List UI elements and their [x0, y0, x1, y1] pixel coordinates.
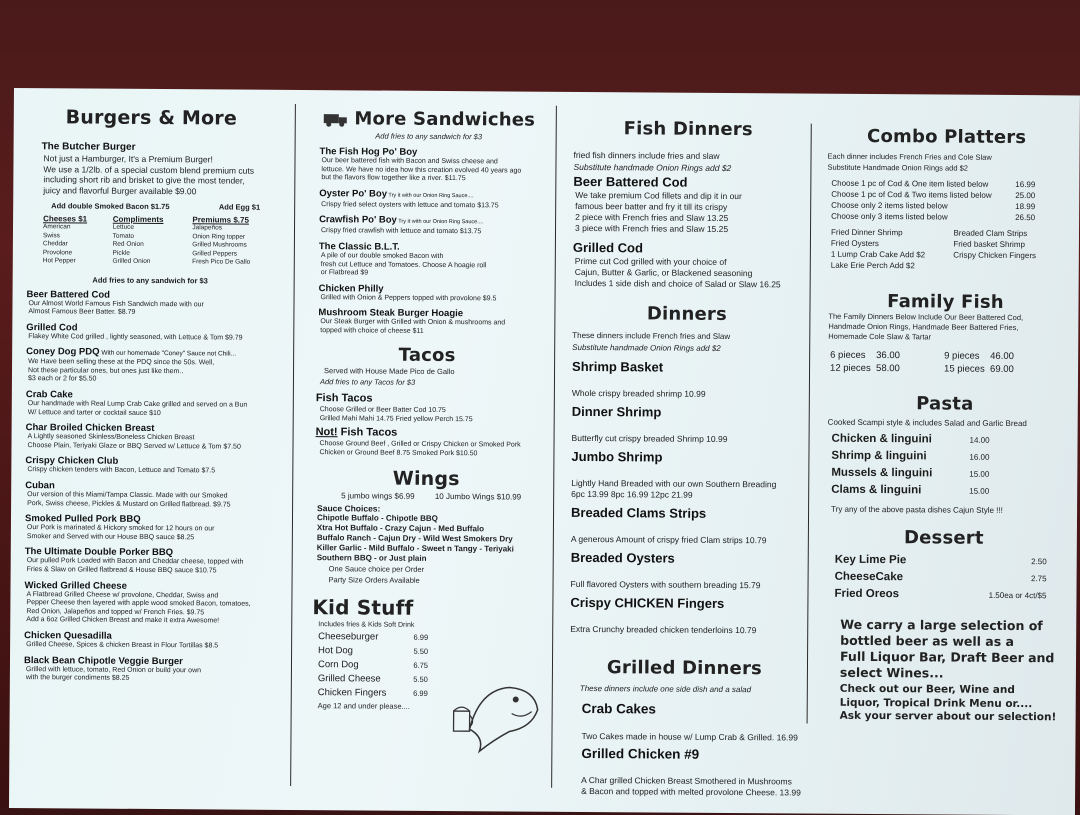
burger-item-desc: Pepper Cheese then layered with apple wood smoked Bacon, tomatoes, [26, 599, 251, 608]
dinner-item-desc: Lightly Hand Breaded with our own Southern Breading [571, 477, 777, 490]
family-desc [828, 312, 1070, 344]
cheese-list [43, 223, 113, 266]
sandwich-item-desc: topped with choice of cheese $11 [320, 327, 424, 335]
kids-item [318, 686, 428, 701]
kids-item-name: Cheeseburger [318, 630, 379, 643]
butcher-desc-line: juicy and flavorful Burger available $9.00 [43, 184, 197, 196]
combo-line-price: 25.00 [1015, 190, 1036, 201]
burger-item-desc: W/ Lettuce and tarter or cocktail sauce $10 [27, 408, 161, 417]
butcher-desc-line: Not just a Hamburger, It's a Premium Burger! [43, 153, 213, 165]
dinner-item-desc: Extra Crunchy breaded chicken tenderloins 10.79 [570, 623, 757, 636]
grilled-cod-desc-line: Cajun, Butter & Garlic, or Blackened seasoning [574, 266, 753, 279]
wings-heading: Wings [392, 467, 460, 490]
dessert-item [835, 569, 1047, 587]
pasta-item [831, 482, 989, 500]
burger-item-title: Char Broiled Chicken Breast [25, 422, 155, 435]
kids-item-name: Grilled Cheese [317, 672, 381, 685]
sandwiches-heading: More Sandwiches [354, 108, 536, 131]
family-pieces: 12 pieces [830, 362, 871, 374]
compliment-option: Lettuce [112, 223, 135, 231]
cheese-option: Swiss [42, 231, 60, 239]
grilled-item-name: Crab Cakes [581, 700, 657, 717]
sauce-option: Southern BBQ - or Just plain [316, 552, 427, 563]
dinner-item-name: Jumbo Shrimp [571, 448, 663, 465]
cheese-option: Cheddar [42, 240, 68, 248]
dinner-item-name: Breaded Oysters [570, 549, 675, 566]
fish-cod-desc [575, 190, 810, 236]
combo-right-item: Breaded Clam Strips [953, 228, 1028, 239]
burger-item-desc: Flakey White Cod grilled , lightly seasoned, with Lettuce & Tom $9.79 [28, 332, 243, 342]
dinners-heading: Dinners [646, 303, 727, 325]
combo-sub1: Each dinner includes French Fries and Cole Slaw [827, 151, 992, 162]
dessert-item-price: 2.75 [1030, 574, 1047, 584]
dinner-item-desc: Butterfly cut crispy breaded Shrimp 10.99 [571, 432, 728, 444]
sauce-option: Xtra Hot Buffalo - Crazy Cajun - Med Buffalo [316, 522, 485, 533]
burger-item-title: Wicked Grilled Cheese [24, 579, 127, 592]
burger-item-desc: with the burger condiments $8.25 [25, 674, 130, 682]
sandwich-item-title: The Classic B.L.T. [318, 241, 400, 253]
compliments-list [112, 224, 192, 267]
dessert-items [834, 552, 1046, 604]
combo-line-price: 26.50 [1015, 212, 1036, 223]
sandwiches-sub: Add fries to any sandwich for $3 [375, 131, 483, 142]
sandwich-item-desc: Grilled with Onion & Peppers topped with provolone $9.5 [320, 293, 497, 303]
sandwich-item-title: Chicken Philly [318, 282, 384, 295]
dinner-item-name: Crispy CHICKEN Fingers [570, 594, 725, 611]
pasta-item [832, 431, 990, 449]
grilled-cod-desc-line: Prime cut Cod grilled with your choice of [574, 255, 727, 267]
promo-line: Full Liquor Bar, Draft Beer and [840, 648, 1055, 666]
burger-item-desc: Our Almost World Famous Fish Sandwich made with our [28, 299, 204, 308]
notfish-tacos-desc-line: Choose Ground Beef , Grilled or Crispy Chicken or Smoked Pork [319, 439, 521, 449]
cheese-option: American [43, 223, 71, 231]
sauce-option: Killer Garlic - Mild Buffalo - Sweet n Tangy - Teriyaki [316, 542, 514, 554]
promo-line: We carry a large selection of [840, 616, 1043, 634]
promo-text-2 [840, 683, 1068, 725]
fish-cod-title: Beer Battered Cod [573, 173, 688, 190]
grilled-cod-title: Grilled Cod [572, 239, 644, 256]
grilled-dinners-heading: Grilled Dinners [606, 657, 763, 680]
wings-price-10: 10 Jumbo Wings $10.99 [434, 491, 522, 502]
burger-item-desc: Add a 6oz Grilled Chicken Breast and make it extra Awesome! [26, 616, 220, 625]
combo-left-item: Fried Dinner Shrimp [830, 227, 903, 238]
burger-item-desc: A Lightly seasoned Skinless/Boneless Chicken Breast [27, 433, 195, 442]
burger-item-title: Crispy Chicken Club [25, 455, 119, 468]
sandwich-item-title: Oyster Po' Boy [319, 187, 388, 200]
compliment-option: Tomato [112, 232, 135, 240]
burger-item-suffix: With our homemade "Coney" Sauce not Chili... [99, 349, 237, 358]
family-price: 69.00 [990, 363, 1014, 375]
wings-note1: One Sauce choice per Order [328, 563, 425, 574]
cheeses-label: Cheeses $1 [43, 214, 88, 224]
pasta-heading: Pasta [916, 393, 974, 415]
add-fries-note: Add fries to any sandwich for $3 [92, 275, 208, 285]
fish-tacos-title: Fish Tacos [315, 391, 373, 405]
family-pieces: 15 pieces [944, 363, 985, 375]
pasta-items [831, 431, 989, 500]
family-heading: Family Fish [887, 291, 1004, 313]
grilled-cod-desc [575, 256, 810, 291]
dinner-item-desc: 6pc 13.99 8pc 16.99 12pc 21.99 [571, 488, 693, 500]
premium-option: Fresh Pico De Gallo [192, 258, 251, 266]
kids-item-name: Corn Dog [317, 658, 359, 670]
kids-item [318, 630, 428, 645]
dinner-item-desc: A generous Amount of crispy fried Clam strips 10.79 [570, 533, 767, 546]
sandwich-item-title: Crawfish Po' Boy [319, 214, 397, 227]
dinner-item-name: Shrimp Basket [572, 358, 664, 375]
premium-option: Onion Ring topper [192, 232, 246, 241]
combo-right-items [953, 228, 1071, 273]
dinners-sub1: These dinners include French fries and Slaw [572, 330, 731, 342]
tacos-sub2: Add fries to any Tacos for $3 [319, 376, 416, 387]
kids-heading: Kid Stuff [312, 594, 414, 620]
dessert-item-name: Key Lime Pie [834, 553, 907, 567]
burger-item-title: Beer Battered Cod [26, 288, 111, 301]
burger-item-desc: Red Onion, Jalapeños and topped w/ French Fries. $9.75 [26, 607, 205, 617]
combo-column [818, 94, 1072, 725]
sandwich-item-desc: Crispy fried crawfish with lettuce and tomato $13.75 [320, 227, 482, 236]
dessert-item [835, 552, 1047, 570]
promo-line-2: Liquor, Tropical Drink Menu or.... [839, 696, 1033, 710]
dessert-item-name: Fried Oreos [834, 587, 900, 601]
burger-item-desc: Crispy chicken tenders with Bacon, Lettuce and Tomato $7.5 [27, 466, 216, 475]
family-desc-line: The Family Dinners Below Include Our Beer Battered Cod, [828, 311, 1024, 323]
sandwich-item-desc: A pile of our double smoked Bacon with [320, 252, 444, 260]
sauce-option: Buffalo Ranch - Cajun Dry - Wild West Smokers Dry [316, 532, 513, 544]
burger-item-title: Smoked Pulled Pork BBQ [24, 513, 141, 526]
fish-cod-desc-line: 2 piece with French fries and Slaw 13.25 [575, 211, 729, 223]
burger-item-desc: Choose Plain, Teriyaki Glaze or BBQ Served w/ Lettuce & Tom $7.50 [27, 441, 241, 451]
dinners-sub2: Substitute handmade Onion Rings add $2 [572, 342, 721, 353]
sandwich-item-name [319, 188, 553, 203]
sandwich-item-desc: but the flavors flow together like a river. $11.75 [321, 174, 466, 183]
combo-line-text: Choose 1 pc of Cod & Two items listed below [831, 189, 992, 200]
sandwiches-column [300, 90, 554, 712]
sandwich-item-suffix: Try it with our Onion Ring Sauce.... [396, 219, 484, 226]
pasta-item-price: 15.00 [969, 486, 990, 496]
sandwich-item-suffix: Try it with our Onion Ring Sauce.... [386, 192, 474, 199]
premiums-label: Premiums $.75 [192, 215, 249, 225]
combo-line-price: 18.99 [1015, 201, 1036, 212]
burger-item-title: Chicken Quesadilla [24, 630, 112, 642]
family-desc-line: Handmade Onion Rings, Handmade Beer Battered Fries, [828, 321, 1019, 333]
dessert-item [834, 586, 1046, 604]
pasta-item [831, 448, 989, 466]
combo-left-item: Fried Oysters [830, 238, 879, 249]
butcher-title: The Butcher Burger [41, 141, 136, 153]
burger-item-title: Black Bean Chipotle Veggie Burger [23, 654, 183, 667]
pasta-item-name: Mussels & linguini [831, 466, 933, 480]
sauce-label: Sauce Choices: [317, 502, 381, 514]
burger-item-desc: $3 each or 2 for $5.50 [27, 375, 97, 384]
not-label: Not! [315, 425, 338, 438]
dinner-item-name: Breaded Clams Strips [570, 504, 707, 521]
grilled-items [581, 701, 807, 799]
compliments-label: Compliments [112, 214, 164, 225]
wings-price-5: 5 jumbo wings $6.99 [341, 490, 415, 501]
promo-text [840, 617, 1068, 683]
grilled-dinners-sub: These dinners include one side dish and a salad [579, 683, 752, 695]
combo-line-text: Choose 1 pc of Cod & One item listed below [831, 178, 989, 189]
sandwich-item-desc: lettuce. We have no idea how this creation evolved 40 years ago [321, 165, 522, 175]
kids-items [318, 630, 428, 701]
tacos-heading: Tacos [398, 344, 456, 366]
family-desc-line: Homemade Cole Slaw & Tartar [828, 331, 932, 342]
promo-line: select Wines... [839, 664, 944, 681]
sandwich-item-desc: Crispy fried select oysters with lettuce and tomato $13.75 [321, 200, 499, 210]
dinners-column [561, 92, 811, 799]
sauce-option: Chipotle Buffalo - Chipotle BBQ [316, 512, 438, 523]
add-egg: Add Egg $1 [218, 202, 261, 212]
truck-icon [322, 111, 348, 127]
dinner-items [570, 359, 809, 637]
dinner-item-desc: Full flavored Oysters with southern breading 15.79 [570, 578, 761, 591]
fish-tacos-desc-line: Choose Grilled or Beer Batter Cod 10.75 [319, 405, 446, 414]
kids-sub: Includes fries & Kids Soft Drink [318, 620, 415, 629]
sandwich-item-title: The Fish Hog Po' Boy [319, 146, 418, 158]
divider-1 [290, 104, 296, 786]
combo-line [831, 211, 1035, 223]
burger-item-desc: Our Pork is marinated & Hickory smoked for 12 hours on our [26, 524, 215, 533]
family-price-row [830, 362, 1044, 376]
combo-left-items [831, 227, 954, 272]
kids-item-name: Hot Dog [318, 644, 353, 656]
pasta-sub: Cooked Scampi style & includes Salad and Garlic Bread [827, 417, 1027, 429]
burgers-column [10, 88, 289, 685]
burger-item-desc: Fries & Slaw on Grilled flatbread & House BBQ sauce $10.75 [26, 566, 217, 575]
premium-option: Jalapeños [192, 224, 223, 232]
sandwich-item-desc: or Flatbread $9 [320, 269, 369, 277]
kids-item-price: 6.99 [413, 632, 429, 642]
sandwich-item-title: Mushroom Steak Burger Hoagie [318, 307, 464, 320]
fish-dinners-sub1: fried fish dinners include fries and slaw [573, 149, 720, 161]
kids-item [318, 672, 428, 687]
burgers-heading: Burgers & More [65, 106, 238, 130]
burger-item-desc: Grilled with lettuce, tomato, Red Onion or build your own [25, 665, 202, 674]
premium-option: Grilled Peppers [192, 249, 238, 258]
notfish-tacos-title: Fish Tacos [337, 425, 398, 439]
combo-sub2: Substitute Handmade Onion Rings add $2 [827, 162, 969, 173]
dessert-item-price: 1.50ea or 4ct/$5 [988, 590, 1047, 601]
combo-left-item: 1 Lump Crab Cake Add $2 [830, 249, 926, 260]
menu-sheet [9, 88, 1080, 815]
pasta-item-price: 16.00 [969, 452, 990, 462]
burger-item-desc: A Flatbread Grilled Cheese w/ provolone, Cheddar, Swiss and [26, 590, 219, 600]
grilled-item-name: Grilled Chicken #9 [581, 745, 700, 762]
kids-item-price: 6.75 [413, 660, 429, 670]
grilled-cod-desc-line: Includes 1 side dish and choice of Salad or Slaw 16.25 [574, 277, 781, 290]
family-pieces: 6 pieces [830, 349, 866, 361]
kids-item-name: Chicken Fingers [317, 686, 387, 699]
cheese-option: Hot Pepper [42, 257, 76, 265]
fish-cod-desc-line: famous beer batter and fry it till its crispy [575, 200, 728, 212]
grilled-item-desc: Two Cakes made in house w/ Lump Crab & Grilled. 16.99 [581, 730, 798, 742]
burger-item-title: The Ultimate Double Porker BBQ [24, 546, 174, 559]
notfish-tacos-desc-line: Chicken or Ground Beef 8.75 Smoked Pork $10.50 [319, 448, 478, 457]
compliment-option: Pickle [112, 249, 130, 257]
family-price: 36.00 [876, 350, 900, 362]
tacos-sub1: Served with House Made Pico de Gallo [324, 365, 455, 376]
family-prices [830, 349, 1044, 376]
dessert-item-name: CheeseCake [834, 570, 904, 584]
pasta-item-name: Shrimp & linguini [831, 449, 927, 463]
combo-line-price: 16.99 [1015, 179, 1036, 190]
burger-item-desc: Our pulled Pork Loaded with Bacon and Cheddar cheese, topped with [26, 557, 244, 567]
wings-note2: Party Size Orders Available [328, 574, 420, 585]
butcher-desc [43, 153, 288, 197]
kids-item-price: 6.99 [413, 688, 428, 698]
burger-item-desc: Our handmade with Real Lump Crab Cake grilled and served on a Bun [27, 400, 248, 409]
kids-item-price: 5.50 [413, 674, 428, 684]
fish-cod-desc-line: We take premium Cod fillets and dip it in our [575, 189, 742, 202]
burger-item-desc: Our version of this Miami/Tampa Classic. Made with our Smoked [27, 491, 228, 500]
combo-right-item: Fried basket Shrimp [953, 239, 1026, 250]
burger-item-title: Crab Cake [25, 389, 73, 401]
burger-item-desc: Grilled Cheese, Spices & chicken Breast in Flour Tortillas $8.5 [26, 641, 219, 650]
pasta-item [831, 465, 989, 483]
burger-items [24, 289, 288, 685]
burger-item-desc: Pork, Swiss cheese, Pickles & Mustard on Grilled flatbread. $9.75 [27, 499, 231, 509]
sauce-list [317, 513, 551, 565]
dinner-item-desc: Whole crispy breaded shrimp 10.99 [571, 387, 706, 399]
shark-mascot-icon [449, 669, 545, 758]
kids-age: Age 12 and under please.... [317, 700, 410, 711]
add-bacon: Add double Smoked Bacon $1.75 [51, 201, 170, 212]
kids-item [318, 658, 428, 673]
burger-item-title: Grilled Cod [26, 321, 78, 334]
combo-left-item: Lake Erie Perch Add $2 [830, 260, 915, 271]
combo-right-item: Crispy Chicken Fingers [953, 250, 1037, 261]
burger-item-desc: Almost Famous Beer Batter. $8.79 [28, 308, 136, 316]
burger-item-title: Coney Dog PDQ [26, 346, 100, 358]
burger-item-desc: We Have been selling these at the PDQ since the 50s. Well, [28, 358, 215, 367]
cheese-option: Provolone [42, 248, 73, 256]
family-price: 58.00 [876, 363, 900, 375]
combo-line-text: Choose only 3 items listed below [831, 211, 948, 222]
pasta-note: Try any of the above pasta dishes Cajun Style !!! [831, 504, 1003, 515]
butcher-desc-line: including short rib and brisket to give the most tender, [43, 174, 245, 186]
compliment-option: Red Onion [112, 240, 144, 248]
fish-cod-desc-line: 3 piece with French fries and Slaw 15.25 [575, 222, 729, 234]
dessert-heading: Dessert [903, 527, 984, 549]
kids-item [318, 644, 428, 659]
fish-dinners-sub2: Substitute handmade Onion Rings add $2 [573, 161, 732, 174]
fish-tacos-desc-line: Grilled Mahi Mahi 14.75 Fried yellow Perch 15.75 [319, 414, 473, 423]
butcher-desc-line: We use a 1/2lb. of a special custom blend premium cuts [43, 163, 255, 176]
premium-option: Grilled Mushrooms [192, 241, 247, 249]
sandwich-item-desc: Our beer battered fish with Bacon and Swiss cheese and [321, 157, 498, 166]
grilled-item-desc: & Bacon and topped with melted provolone Cheese. 13.99 [581, 785, 801, 798]
compliment-option: Grilled Onion [112, 257, 151, 265]
combo-line-text: Choose only 2 items listed below [831, 200, 948, 211]
promo-line-2: Ask your server about our selection! [839, 709, 1057, 724]
grilled-item-desc: A Char grilled Chicken Breast Smothered in Mushrooms [581, 774, 792, 787]
sandwich-item-desc: Our Steak Burger with Grilled with Onion & mushrooms and [320, 318, 506, 327]
pasta-item-price: 15.00 [969, 469, 990, 479]
combo-heading: Combo Platters [867, 125, 1027, 149]
notfish-tacos-desc [319, 439, 551, 459]
pasta-item-name: Chicken & linguini [831, 432, 932, 446]
combo-lines [831, 178, 1035, 223]
fish-dinners-heading: Fish Dinners [623, 118, 753, 141]
sandwich-item-desc: fresh cut Lettuce and Tomatoes. Choose A hoagie roll [320, 260, 487, 269]
pasta-item-name: Clams & linguini [831, 483, 922, 497]
burger-item-desc: Not these particular ones, but ones just like them.. [28, 366, 184, 376]
kids-item-price: 5.50 [413, 646, 429, 656]
burger-item-title: Cuban [25, 480, 55, 492]
fish-tacos-desc [320, 405, 552, 425]
dinner-item-name: Dinner Shrimp [571, 403, 662, 420]
sandwich-items [318, 146, 553, 337]
premiums-list [192, 224, 272, 267]
pasta-item-price: 14.00 [969, 435, 990, 445]
burger-options [43, 214, 272, 267]
burger-item-desc: Smoker and Served with our House BBQ sauce $8.25 [26, 532, 195, 542]
family-price: 46.00 [990, 350, 1014, 362]
family-pieces: 9 pieces [944, 350, 980, 362]
dessert-item-price: 2.50 [1031, 557, 1047, 567]
promo-line: bottled beer as well as a [840, 632, 1015, 649]
promo-line-2: Check out our Beer, Wine and [839, 682, 1015, 697]
